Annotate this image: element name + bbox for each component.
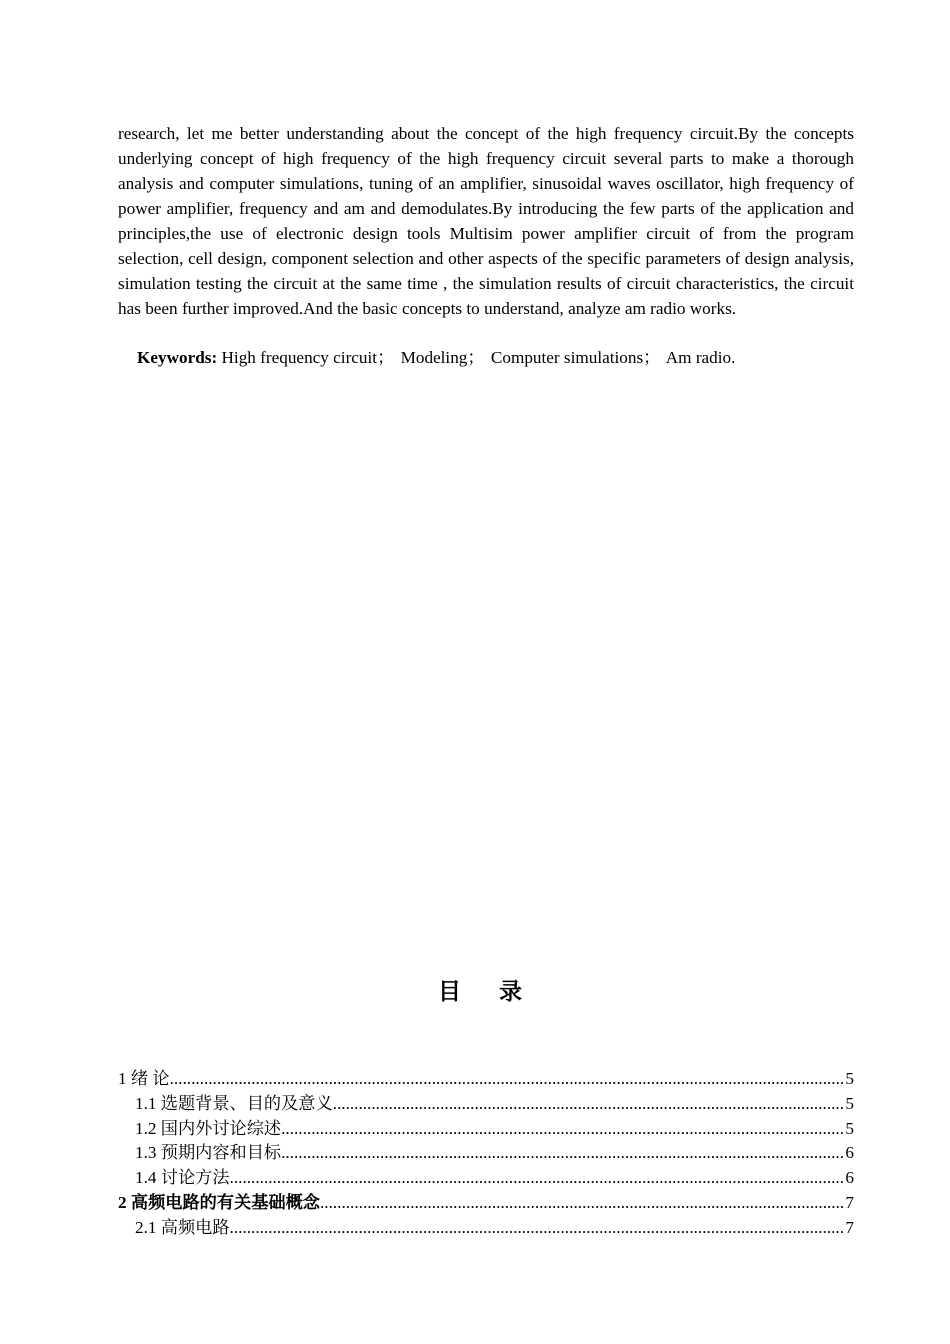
toc-entry-label: 1.1 选题背景、目的及意义 (135, 1093, 333, 1113)
toc-entry-label: 2 高频电路的有关基础概念 (118, 1192, 320, 1212)
toc-entry-1-4[interactable] (118, 1166, 854, 1191)
toc-entry-1[interactable] (118, 1067, 854, 1092)
toc-leader-dots (333, 1092, 846, 1117)
keywords-line (137, 345, 854, 370)
keyword: High frequency circuit； (221, 348, 395, 367)
toc-entry-page: 5 (845, 1118, 854, 1138)
toc-entry-page: 5 (845, 1093, 854, 1113)
keyword: Am radio. (665, 348, 736, 367)
toc-leader-dots (230, 1216, 846, 1241)
toc-leader-dots (281, 1141, 845, 1166)
toc-entry-2-1[interactable] (118, 1216, 854, 1241)
toc-entry-page: 6 (845, 1168, 854, 1188)
keyword: Modeling； (400, 348, 485, 367)
abstract-body: research, let me better understanding about the concept of the high frequency circuit.By the concepts underlying concept of high frequency of the high frequency circuit several parts to make a thorough analysis and computer simulations, tuning of an amplifier, sinusoidal waves oscillator, high frequency of power amplifier, frequency and am and demodulates.By introducing the few parts of the application and principles,the use of electronic design tools Multisim power amplifier circuit of from the program selection, cell design, component selection and other aspects of the specific parameters of design analysis, simulation testing the circuit at the same time , the simulation results of circuit characteristics, the circuit has been further improved.And the basic concepts to understand, analyze am radio works. (118, 124, 854, 318)
toc-leader-dots (320, 1191, 845, 1216)
toc-entry-label: 1 绪 论 (118, 1069, 170, 1088)
toc-leader-dots (170, 1067, 846, 1092)
toc-title: 目 录 (437, 979, 537, 1005)
toc-entry-label: 2.1 高频电路 (135, 1217, 230, 1237)
toc-entry-page: 7 (845, 1192, 854, 1212)
toc-entry-page: 5 (845, 1069, 854, 1088)
toc-leader-dots (230, 1166, 846, 1191)
toc-entry-page: 7 (845, 1217, 854, 1237)
toc-entry-2[interactable] (118, 1191, 854, 1216)
toc-entry-1-1[interactable] (118, 1092, 854, 1117)
toc-entry-page: 6 (845, 1143, 854, 1163)
toc-entry-label: 1.3 预期内容和目标 (135, 1143, 282, 1163)
keyword: Computer simulations； (490, 348, 661, 367)
keywords-label: Keywords: (137, 348, 218, 367)
toc-entry-label: 1.4 讨论方法 (135, 1168, 230, 1188)
table-of-contents (118, 1067, 854, 1241)
toc-entry-1-2[interactable] (118, 1117, 854, 1142)
toc-entry-label: 1.2 国内外讨论综述 (135, 1118, 282, 1138)
toc-leader-dots (281, 1117, 845, 1142)
toc-entry-1-3[interactable] (118, 1141, 854, 1166)
